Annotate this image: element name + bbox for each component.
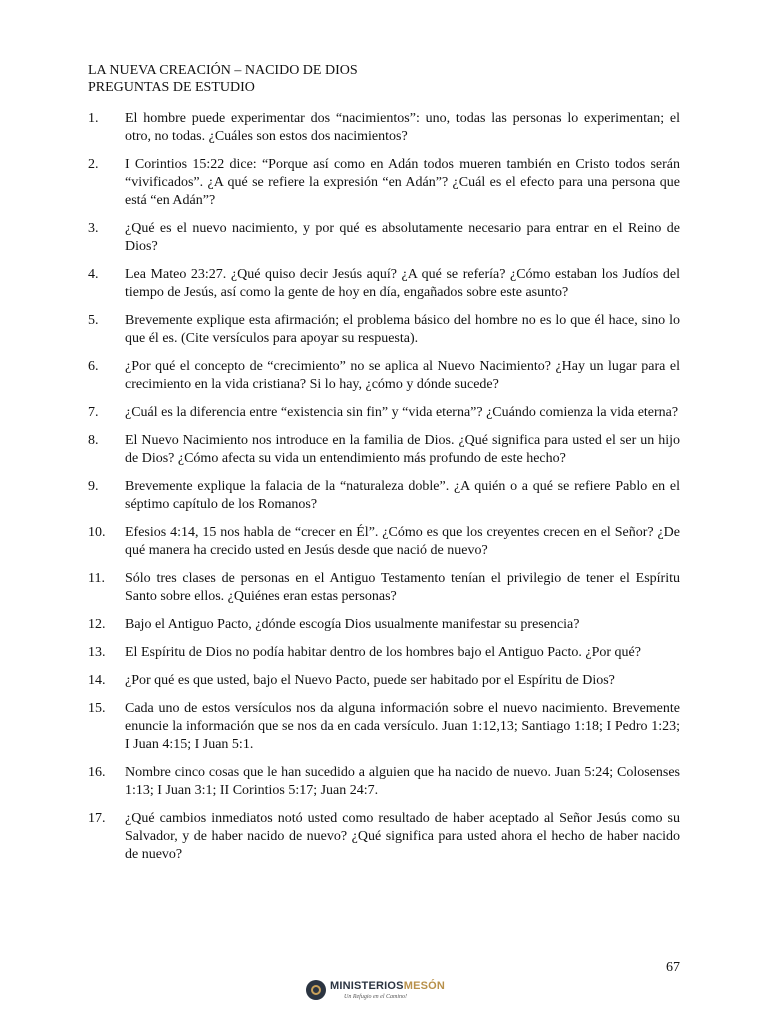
logo-wordmark-part2: MESÓN bbox=[403, 979, 446, 992]
question-number: 7. bbox=[88, 405, 99, 420]
logo-emblem-icon bbox=[306, 980, 326, 1000]
question-text: Sólo tres clases de personas en el Antiguo Testamento tenían el privilegio de tener el Espíritu Santo sobre ellos. ¿Quiénes eran estas personas? bbox=[125, 571, 680, 604]
question-number: 2. bbox=[88, 157, 99, 172]
question-number: 13. bbox=[88, 645, 106, 660]
question-item bbox=[88, 404, 680, 422]
question-number: 15. bbox=[88, 701, 106, 716]
document-title: LA NUEVA CREACIÓN – NACIDO DE DIOS bbox=[88, 63, 358, 78]
question-text: El hombre puede experimentar dos “nacimientos”: uno, todas las personas lo experimentan; el otro, no todas. ¿Cuáles son estos dos nacimientos? bbox=[125, 111, 680, 144]
question-item bbox=[88, 810, 680, 864]
question-item bbox=[88, 672, 680, 690]
question-text: I Corintios 15:22 dice: “Porque así como en Adán todos mueren también en Cristo todos serán “vivificados”. ¿A qué se refiere la expresión “en Adán”? ¿Cuál es el efecto para una persona que está “en Adán”? bbox=[125, 157, 680, 208]
question-text: El Espíritu de Dios no podía habitar dentro de los hombres bajo el Antiguo Pacto. ¿Por qué? bbox=[125, 645, 641, 660]
question-text: Brevemente explique la falacia de la “naturaleza doble”. ¿A quién o a qué se refiere Pablo en el séptimo capítulo de los Romanos? bbox=[125, 479, 680, 512]
question-text: ¿Cuál es la diferencia entre “existencia sin fin” y “vida eterna”? ¿Cuándo comienza la vida eterna? bbox=[125, 405, 679, 420]
question-number: 12. bbox=[88, 617, 106, 632]
question-number: 8. bbox=[88, 433, 99, 448]
question-number: 14. bbox=[88, 673, 106, 688]
logo-wordmark bbox=[330, 981, 445, 992]
question-item bbox=[88, 478, 680, 514]
logo-wordmark-part1: MINISTERIOS bbox=[330, 979, 404, 992]
question-item bbox=[88, 358, 680, 394]
question-item bbox=[88, 570, 680, 606]
question-number: 5. bbox=[88, 313, 99, 328]
question-text: Bajo el Antiguo Pacto, ¿dónde escogía Dios usualmente manifestar su presencia? bbox=[125, 617, 580, 632]
question-number: 10. bbox=[88, 525, 106, 540]
question-item bbox=[88, 700, 680, 754]
question-item bbox=[88, 110, 680, 146]
page-number: 67 bbox=[666, 960, 680, 975]
question-item bbox=[88, 432, 680, 468]
document-page bbox=[88, 62, 680, 874]
question-item bbox=[88, 312, 680, 348]
question-item bbox=[88, 156, 680, 210]
question-text: Lea Mateo 23:27. ¿Qué quiso decir Jesús aquí? ¿A qué se refería? ¿Cómo estaban los Judíos del tiempo de Jesús, así como la gente de hoy en día, engañados sobre este asunto? bbox=[125, 267, 680, 300]
question-text: ¿Qué es el nuevo nacimiento, y por qué es absolutamente necesario para entrar en el Reino de Dios? bbox=[125, 221, 680, 254]
document-subtitle: PREGUNTAS DE ESTUDIO bbox=[88, 80, 255, 95]
question-number: 3. bbox=[88, 221, 99, 236]
question-list bbox=[88, 110, 680, 864]
ministerios-meson-logo bbox=[306, 975, 446, 1005]
question-text: Cada uno de estos versículos nos da alguna información sobre el nuevo nacimiento. Brevemente enuncie la información que se nos da en cada versículo. Juan 1:12,13; Santiago 1:18; I Pedro 1:23; I Juan 4:15; I Juan 5:1. bbox=[125, 701, 680, 752]
question-text: El Nuevo Nacimiento nos introduce en la familia de Dios. ¿Qué significa para usted el ser un hijo de Dios? ¿Cómo afecta su vida un entendimiento más profundo de este hecho? bbox=[125, 433, 680, 466]
question-number: 6. bbox=[88, 359, 99, 374]
question-number: 17. bbox=[88, 811, 106, 826]
question-item bbox=[88, 266, 680, 302]
question-item bbox=[88, 644, 680, 662]
logo-tagline: Un Refugio en el Camino! bbox=[344, 993, 407, 1000]
question-number: 9. bbox=[88, 479, 99, 494]
question-text: ¿Qué cambios inmediatos notó usted como resultado de haber aceptado al Señor Jesús como su Salvador, y de haber nacido de nuevo? ¿Qué significa para usted ahora el hecho de haber nacido de nuevo? bbox=[125, 811, 680, 862]
question-number: 4. bbox=[88, 267, 99, 282]
question-text: Brevemente explique esta afirmación; el problema básico del hombre no es lo que él hace, sino lo que él es. (Cite versículos para apoyar su respuesta). bbox=[125, 313, 680, 346]
question-text: Nombre cinco cosas que le han sucedido a alguien que ha nacido de nuevo. Juan 5:24; Colosenses 1:13; I Juan 3:1; II Corintios 5:17; Juan 24:7. bbox=[125, 765, 680, 798]
question-text: Efesios 4:14, 15 nos habla de “crecer en Él”. ¿Cómo es que los creyentes crecen en el Señor? ¿De qué manera ha crecido usted en Jesús desde que nació de nuevo? bbox=[125, 525, 680, 558]
question-number: 11. bbox=[88, 571, 105, 586]
logo-text bbox=[330, 981, 445, 1000]
question-number: 1. bbox=[88, 111, 99, 126]
question-item bbox=[88, 220, 680, 256]
question-item bbox=[88, 764, 680, 800]
question-text: ¿Por qué el concepto de “crecimiento” no se aplica al Nuevo Nacimiento? ¿Hay un lugar para el crecimiento en la vida cristiana? Si lo hay, ¿cómo y dónde sucede? bbox=[125, 359, 680, 392]
question-text: ¿Por qué es que usted, bajo el Nuevo Pacto, puede ser habitado por el Espíritu de Dios? bbox=[125, 673, 615, 688]
question-number: 16. bbox=[88, 765, 106, 780]
question-item bbox=[88, 524, 680, 560]
question-item bbox=[88, 616, 680, 634]
document-header bbox=[88, 62, 680, 96]
